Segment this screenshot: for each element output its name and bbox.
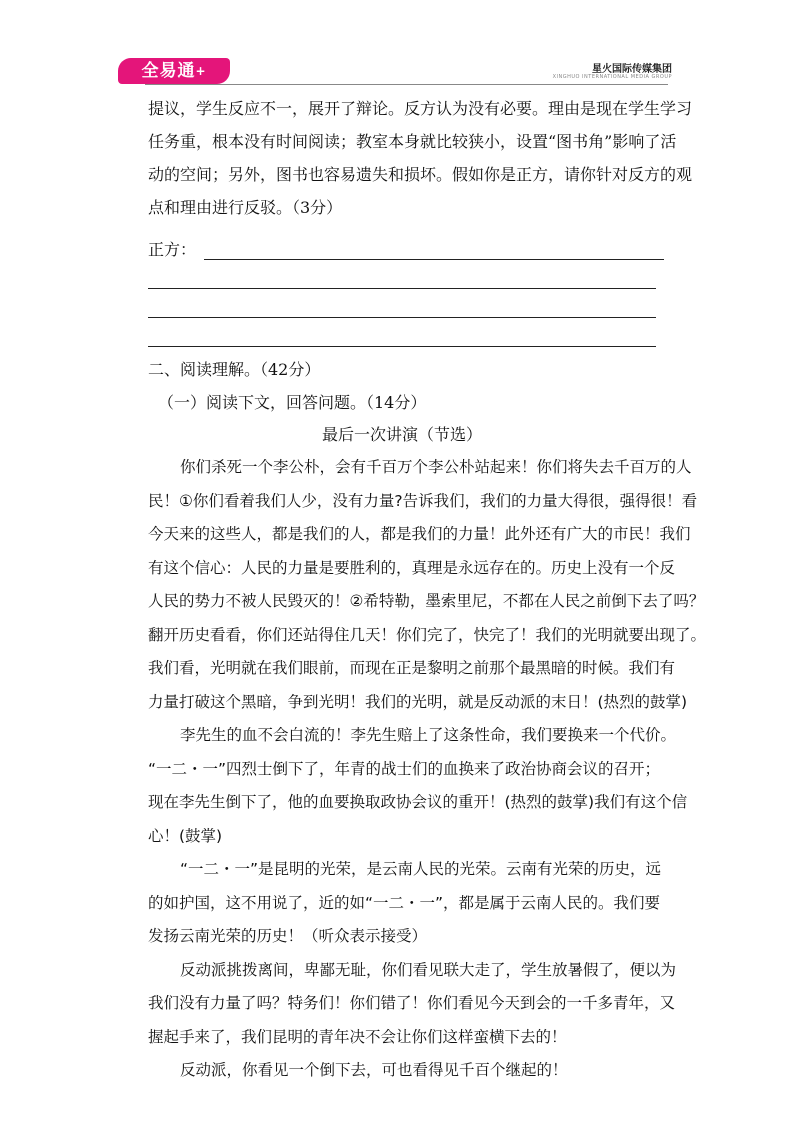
question-line: 动的空间；另外，图书也容易遗失和损坏。假如你是正方，请你针对反方的观 [148,165,693,184]
passage-line: 发扬云南光荣的历史！（听众表示接受） [148,927,428,945]
passage-line: 现在李先生倒下了，他的血要换取政协会议的重开！(热烈的鼓掌)我们有这个信 [148,793,688,811]
section-subheading: （一）阅读下文，回答问题。（14分） [158,393,427,412]
passage-line: 我们看，光明就在我们眼前，而现在正是黎明之前那个最黑暗的时候。我们有 [148,659,676,677]
passage-line: 李先生的血不会白流的！李先生赔上了这条性命，我们要换来一个代价。 [180,726,677,744]
passage-line: 有这个信心：人民的力量是要胜利的，真理是永远存在的。历史上没有一个反 [148,558,676,577]
answer-blank[interactable] [148,260,656,289]
question-line: 提议，学生反应不一，展开了辩论。反方认为没有必要。理由是现在学生学习 [148,99,693,118]
passage-line: 的如护国，这不用说了，近的如“一二・一”，都是属于云南人民的。我们要 [148,893,661,912]
passage-line: 你们杀死一个李公朴，会有千百万个李公朴站起来！你们将失去千百万的人 [180,458,692,476]
publisher-subtitle: XINGHUO INTERNATIONAL MEDIA GROUP [552,74,672,80]
question-line: 点和理由进行反驳。（3分） [148,198,343,217]
quanyitong-logo [118,58,230,84]
logo-text: 全易通 [141,61,196,81]
answer-first-row [148,228,678,260]
passage-line: 力量打破这个黑暗，争到光明！我们的光明，就是反动派的末日！(热烈的鼓掌) [148,692,688,711]
section-heading: 二、阅读理解。（42分） [148,360,321,379]
page-header [0,0,800,90]
passage-line: 翻开历史看看，你们还站得住几天！你们完了，快完了！我们的光明就要出现了。 [148,625,707,644]
passage-title: 最后一次讲演（节选） [321,425,482,444]
passage-line: “一二・一”是昆明的光荣，是云南人民的光荣。云南有光荣的历史，远 [180,860,662,878]
header-divider [145,84,668,85]
question-line: 任务重，根本没有时间阅读；教室本身就比较狭小，设置“图书角”影响了活 [148,132,677,151]
passage-line: 握起手来了，我们昆明的青年决不会让你们这样蛮横下去的！ [148,1027,567,1046]
page-content [148,92,707,1088]
passage-line: 我们没有力量了吗？特务们！你们错了！你们看见今天到会的一千多青年，又 [148,994,676,1012]
passage-line: “一二・一”四烈士倒下了，年青的战士们的血换来了政治协商会议的召开； [148,759,661,778]
answer-blank[interactable] [148,289,656,318]
passage-line: 人民的势力不被人民毁灭的！②希特勒，墨索里尼，不都在人民之前倒下去了吗？ [148,592,705,610]
answer-area [148,228,678,347]
publisher-name: 星火国际传媒集团 [592,64,672,75]
passage-line: 反动派，你看见一个倒下去，可也看得见千百个继起的！ [180,1061,568,1079]
passage-line: 民！①你们看着我们人少，没有力量?告诉我们，我们的力量大得很，强得很！看 [148,491,698,510]
passage-line: 反动派挑拨离间，卑鄙无耻，你们看见联大走了，学生放暑假了，便以为 [180,960,677,979]
answer-blank[interactable] [148,318,656,347]
logo-plus: + [195,64,207,78]
passage-body [148,451,707,1088]
question-text [148,92,693,224]
passage-line: 心！(鼓掌) [148,826,223,845]
answer-blank[interactable] [204,239,664,260]
passage-line: 今天来的这些人，都是我们的人，都是我们的力量！此外还有广大的市民！我们 [148,525,691,543]
answer-label: 正方： [148,240,197,259]
